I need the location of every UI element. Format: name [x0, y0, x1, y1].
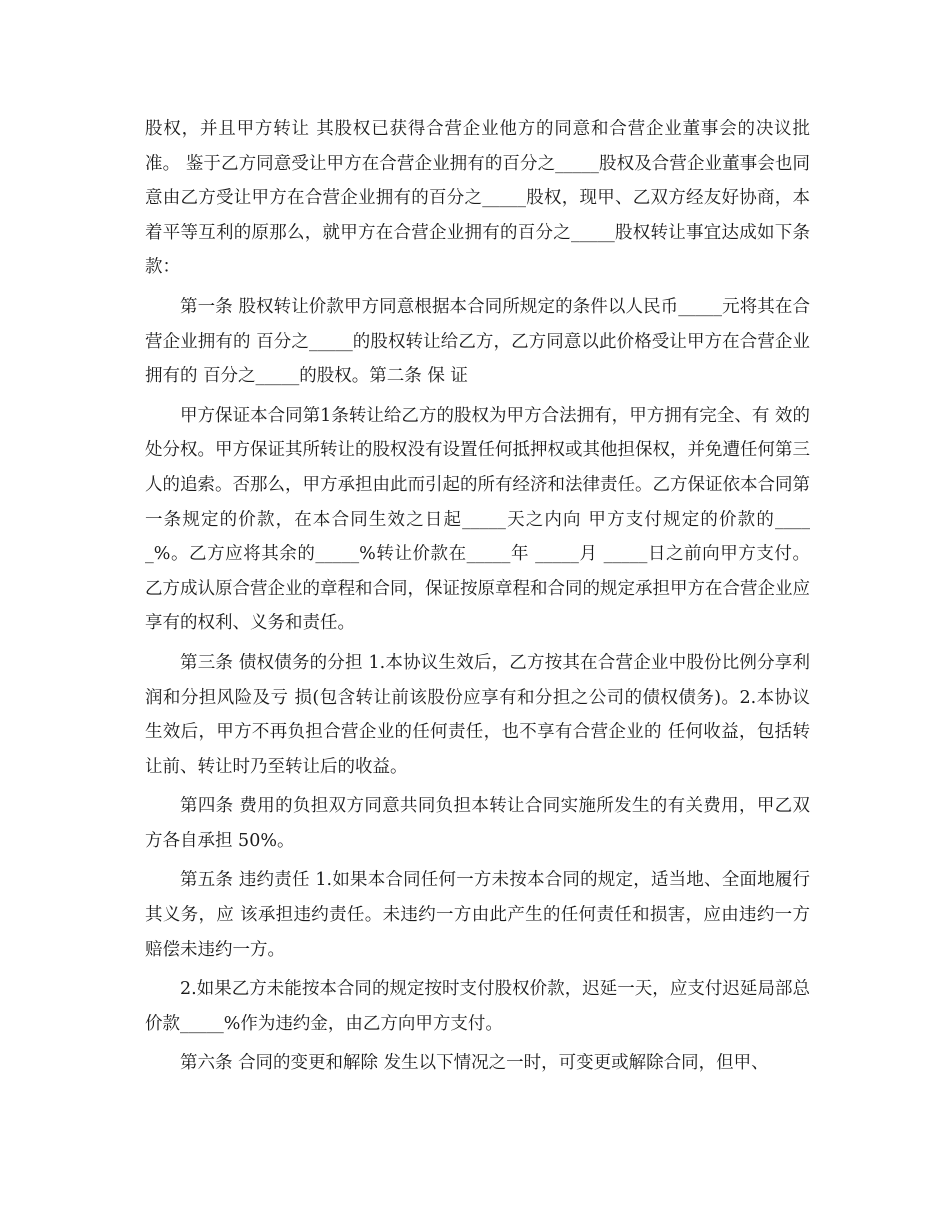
paragraph-article-2-guarantee: 甲方保证本合同第1条转让给乙方的股权为甲方合法拥有，甲方拥有完全、有 效的处分权。甲方保证其所转让的股权没有设置任何抵押权或其他担保权，并免遭任何第三人的追索。否那么，甲方承担由此而引起的所有经济和法律责任。乙方保证依本合同第一条规定的价款，在本合同生效之日起_____天之内向 甲方支付规定的价款的_____%。乙方应将其余的_____%转让价款在_____年 _____月 _____日之前向甲方支付。 乙方成认原合营企业的章程和合同，保证按原章程和合同的规定承担甲方在合营企业应享有的权利、义务和责任。: [145, 405, 810, 634]
paragraph-preamble: 股权，并且甲方转让 其股权已获得合营企业他方的同意和合营企业董事会的决议批准。 鉴于乙方同意受让甲方在合营企业拥有的百分之_____股权及合营企业董事会也同意由乙方受让甲方在合营企业拥有的百分之_____股权，现甲、乙双方经友好协商，本着平等互利的原那么，就甲方在合营企业拥有的百分之_____股权转让事宜达成如下条款：: [145, 119, 810, 278]
paragraph-article-4: 第四条 费用的负担双方同意共同负担本转让合同实施所发生的有关费用，甲乙双方各自承担 50%。: [145, 796, 810, 851]
paragraph-article-3: 第三条 债权债务的分担 1.本协议生效后，乙方按其在合营企业中股份比例分享利润和分担风险及亏 损(包含转让前该股份应享有和分担之公司的债权债务)。2.本协议生效后，甲方不再负担合营企业的任何责任，也不享有合营企业的 任何收益，包括转让前、转让时乃至转让后的收益。: [145, 652, 810, 777]
document-body: [145, 112, 810, 1086]
paragraph-article-1: 第一条 股权转让价款甲方同意根据本合同所规定的条件以人民币_____元将其在合营企业拥有的 百分之_____的股权转让给乙方，乙方同意以此价格受让甲方在合营企业拥有的 百分之_____的股权。第二条 保 证: [145, 296, 810, 387]
paragraph-article-5-item-2: 2.如果乙方未能按本合同的规定按时支付股权价款，迟延一天，应支付迟延局部总价款_____%作为违约金，由乙方向甲方支付。: [145, 979, 810, 1034]
paragraph-article-5: 第五条 违约责任 1.如果本合同任何一方未按本合同的规定，适当地、全面地履行其义务，应 该承担违约责任。未违约一方由此产生的任何责任和损害，应由违约一方赔偿未违约一方。: [145, 870, 810, 960]
paragraph-article-6: 第六条 合同的变更和解除 发生以下情况之一时，可变更或解除合同，但甲、: [180, 1053, 769, 1074]
